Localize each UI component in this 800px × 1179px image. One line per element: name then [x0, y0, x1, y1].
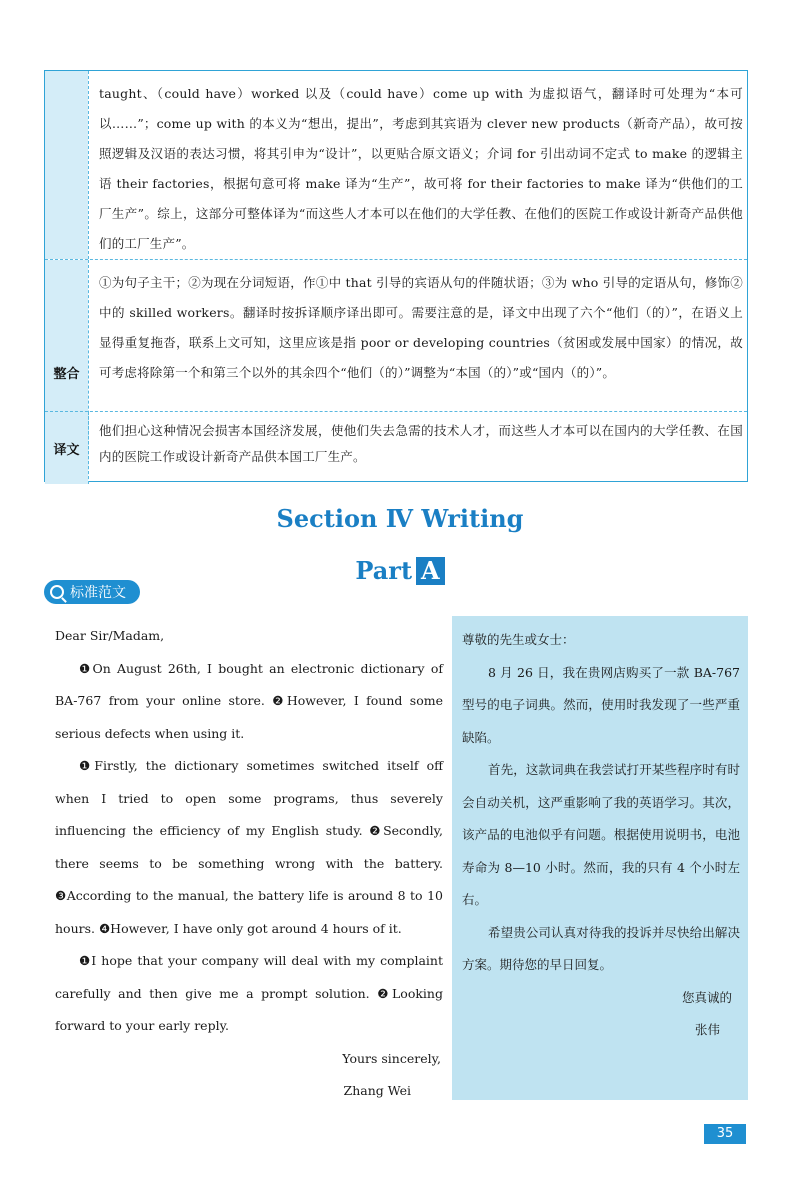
english-letter — [55, 620, 443, 1108]
part-word: Part — [355, 556, 413, 585]
analysis-row-translation — [45, 411, 747, 484]
page-number: 35 — [704, 1124, 746, 1144]
letter-closing: Yours sincerely, — [342, 1050, 441, 1066]
letter-paragraph-cn: 首先，这款词典在我尝试打开某些程序时有时会自动关机，这严重影响了我的英语学习。其次，该产品的电池似乎有问题。根据使用说明书，电池寿命为 8—10 小时。然而，我的只有 4 个小时左右。 — [462, 762, 740, 907]
letter-signature: Zhang Wei — [343, 1083, 411, 1098]
part-letter: A — [416, 557, 445, 585]
letter-signature-cn: 张伟 — [694, 1022, 720, 1037]
analysis-row-continued — [45, 71, 747, 259]
letter-paragraph: ❶Firstly, the dictionary sometimes switched itself off when I tried to open some programs, thus severely influencing the efficiency of my English study. ❷Secondly, there seems to be something wrong with the battery. ❸According to the manual, the battery life is around 8 to 10 hours. ❹However, I have only got around 4 hours of it. — [55, 758, 443, 936]
letter-paragraph-cn: 希望贵公司认真对待我的投诉并尽快给出解决方案。期待您的早日回复。 — [462, 924, 740, 972]
letter-greeting-cn: 尊敬的先生或女士： — [462, 632, 575, 647]
section-title: Section Ⅳ Writing — [276, 504, 524, 533]
letter-paragraph: ❶I hope that your company will deal with my complaint carefully and then give me a prompt solution. ❷Looking forward to your early reply. — [55, 953, 443, 1033]
row-label-integration: 整合 — [45, 260, 88, 484]
row-label-empty — [45, 71, 88, 259]
model-essay-badge — [44, 580, 140, 604]
letter-closing-cn: 您真诚的 — [681, 989, 732, 1005]
analysis-row-text: ①为句子主干；②为现在分词短语，作①中 that 引导的宾语从句的伴随状语；③为 who 引导的定语从句，修饰②中的 skilled workers。翻译时按拆译顺序译出即可。需要注意的是，译文中出现了六个“他们（的）”，在语义上显得重复拖沓，联系上文可知，这里应该是指 poor or developing countries（贫困或发展中国家）的情况，故可考虑将除第一个和第三个以外的其余四个“他们（的）”调整为“本国（的）”或“国内（的）”。 — [88, 260, 747, 484]
analysis-row-text: 他们担心这种情况会损害本国经济发展，使他们失去急需的技术人才，而这些人才本可以在国内的大学任教、在国内的医院工作或设计新奇产品供本国工厂生产。 — [88, 412, 747, 484]
analysis-table — [44, 70, 748, 482]
letter-greeting: Dear Sir/Madam, — [55, 628, 165, 643]
letter-paragraph: ❶On August 26th, I bought an electronic dictionary of BA-767 from your online store. ❷However, I found some serious defects when using it. — [55, 660, 443, 741]
letter-paragraph-cn: 8 月 26 日，我在贵网店购买了一款 BA-767 型号的电子词典。然而，使用时我发现了一些严重缺陷。 — [462, 664, 740, 745]
search-icon — [50, 585, 64, 599]
row-label-translation: 译文 — [45, 412, 88, 484]
badge-label: 标准范文 — [70, 585, 126, 601]
chinese-translation-panel — [452, 616, 748, 1100]
analysis-row-text: taught、（could have）worked 以及（could have）come up with 为虚拟语气，翻译时可处理为“本可以……”；come up with 的本义为“想出，提出”，考虑到其宾语为 clever new products（新奇产品），故可按照逻辑及汉语的表达习惯，将其引申为“设计”，以更贴合原文语义；介词 for 引出动词不定式 to make 的逻辑主语 their factories，根据句意可将 make 译为“生产”，故可将 for their factories to make 译为“供他们的工厂生产”。综上，这部分可整体译为“而这些人才本可以在他们的大学任教、在他们的医院工作或设计新奇产品供他们的工厂生产”。 — [88, 71, 747, 259]
